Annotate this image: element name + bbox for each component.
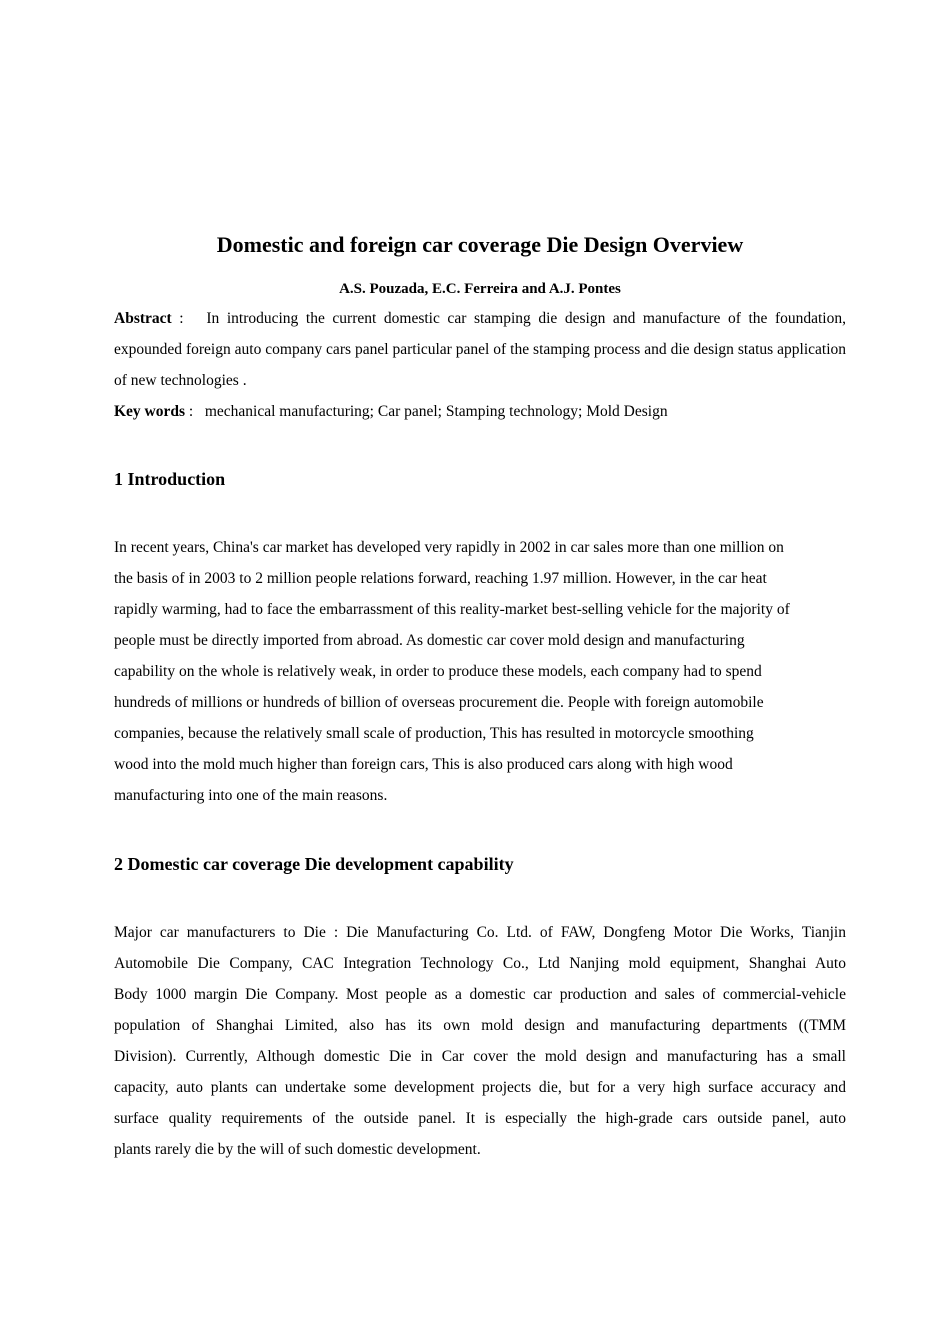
abstract [114, 303, 846, 396]
keywords [114, 396, 846, 427]
paragraph-line: Automobile Die Company, CAC Integration Technology Co., Ltd Nanjing mold equipment, Shanghai Auto [114, 955, 846, 972]
keywords-separator: : [185, 403, 205, 420]
keywords-text: mechanical manufacturing; Car panel; Stamping technology; Mold Design [204, 403, 668, 420]
introduction-paragraph [114, 532, 846, 811]
die-development-paragraph [114, 917, 846, 1165]
paragraph-line: wood into the mold much higher than foreign cars, This is also produced cars along with high wood [114, 756, 733, 773]
paragraph-line: plants rarely die by the will of such domestic development. [114, 1141, 481, 1158]
paragraph-line: capacity, auto plants can undertake some development projects die, but for a very high surface accuracy and [114, 1079, 846, 1096]
section-heading-die-development: 2 Domestic car coverage Die development capability [114, 854, 514, 874]
paragraph-line: capability on the whole is relatively weak, in order to produce these models, each company had to spend [114, 663, 762, 680]
paragraph-line: Body 1000 margin Die Company. Most people as a domestic car production and sales of commercial-vehicle [114, 986, 846, 1003]
abstract-text: In introducing the current domestic car stamping die design and manufacture of the foundation, expounded foreign auto company cars panel particular panel of the stamping process and die design status application of new technologies . [114, 310, 846, 389]
abstract-label: Abstract [114, 310, 172, 327]
section-heading-introduction: 1 Introduction [114, 469, 226, 489]
paragraph-line: Major car manufacturers to Die : Die Manufacturing Co. Ltd. of FAW, Dongfeng Motor Die Works, Tianjin [114, 924, 846, 941]
paragraph-line: In recent years, China's car market has developed very rapidly in 2002 in car sales more than one million on [114, 539, 784, 556]
paragraph-line: rapidly warming, had to face the embarrassment of this reality-market best-selling vehicle for the majority of [114, 601, 790, 618]
paper-title: Domestic and foreign car coverage Die Design Overview [216, 232, 744, 257]
abstract-separator: : [171, 310, 207, 327]
keywords-label: Key words [114, 403, 186, 420]
paragraph-line: population of Shanghai Limited, also has its own mold design and manufacturing departments ((TMM [114, 1017, 846, 1034]
paragraph-line: hundreds of millions or hundreds of billion of overseas procurement die. People with foreign automobile [114, 694, 764, 711]
paragraph-line: the basis of in 2003 to 2 million people relations forward, reaching 1.97 million. However, in the car heat [114, 570, 767, 587]
paragraph-line: people must be directly imported from abroad. As domestic car cover mold design and manufacturing [114, 632, 745, 649]
paragraph-line: surface quality requirements of the outside panel. It is especially the high-grade cars outside panel, auto [114, 1110, 846, 1127]
paragraph-line: companies, because the relatively small scale of production, This has resulted in motorcycle smoothing [114, 725, 754, 742]
paragraph-line: manufacturing into one of the main reasons. [114, 787, 388, 804]
author-list: A.S. Pouzada, E.C. Ferreira and A.J. Pontes [339, 281, 621, 297]
paragraph-line: Division). Currently, Although domestic Die in Car cover the mold design and manufacturing has a small [114, 1048, 846, 1065]
